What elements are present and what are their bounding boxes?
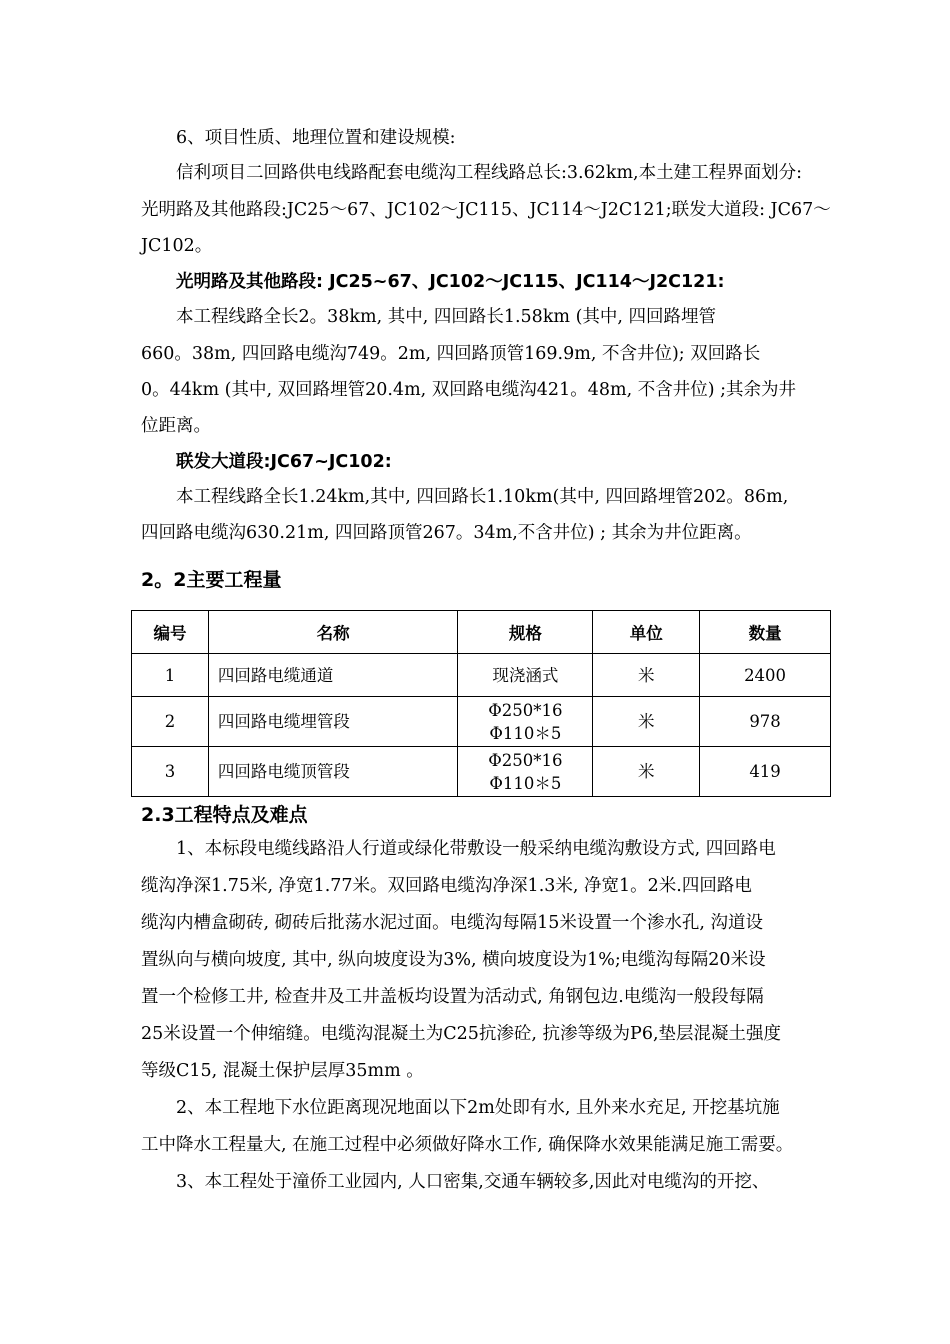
paragraph-line: 660。38m, 四回路电缆沟749。2m, 四回路顶管169.9m, 不含井位); 双回路长	[141, 344, 761, 364]
cell-no: 1	[132, 654, 209, 697]
item-heading: 6、项目性质、地理位置和建设规模:	[176, 128, 456, 148]
spec-line: Φ110＊5	[489, 723, 562, 743]
spec-line: 现浇涵式	[492, 665, 559, 685]
cell-unit: 米	[593, 654, 700, 697]
paragraph-line: 工中降水工程量大, 在施工过程中必须做好降水工作, 确保降水效果能满足施工需要。	[141, 1135, 794, 1155]
cell-unit: 米	[593, 697, 700, 747]
paragraph-line: 1、本标段电缆线路沿人行道或绿化带敷设一般采纳电缆沟敷设方式, 四回路电	[176, 839, 776, 859]
cell-qty: 978	[700, 697, 831, 747]
column-header: 名称	[208, 611, 458, 654]
paragraph-line: 信利项目二回路供电线路配套电缆沟工程线路总长:3.62km,本土建工程界面划分:	[176, 163, 803, 183]
cell-spec	[458, 747, 593, 797]
cell-qty: 2400	[700, 654, 831, 697]
subsection-title: 光明路及其他路段: JC25~67、JC102～JC115、JC114～J2C121:	[176, 272, 725, 292]
cell-name: 四回路电缆埋管段	[208, 697, 458, 747]
paragraph-line: JC102。	[141, 236, 213, 256]
table-header-row	[132, 611, 831, 654]
table-row	[132, 747, 831, 797]
column-header: 规格	[458, 611, 593, 654]
column-header: 编号	[132, 611, 209, 654]
quantities-table	[131, 610, 831, 797]
cell-qty: 419	[700, 747, 831, 797]
paragraph-line: 置纵向与横向坡度, 其中, 纵向坡度设为3%, 横向坡度设为1%;电缆沟每隔20米设	[141, 950, 766, 970]
paragraph-line: 缆沟内槽盒砌砖, 砌砖后批荡水泥过面。电缆沟每隔15米设置一个渗水孔, 沟道设	[141, 913, 764, 933]
paragraph-line: 等级C15, 混凝土保护层厚35mm 。	[141, 1061, 424, 1081]
subsection-title: 联发大道段:JC67~JC102:	[176, 452, 392, 472]
cell-spec	[458, 697, 593, 747]
paragraph-line: 3、本工程处于潼侨工业园内, 人口密集,交通车辆较多,因此对电缆沟的开挖、	[176, 1172, 770, 1192]
cell-name: 四回路电缆通道	[208, 654, 458, 697]
column-header: 单位	[593, 611, 700, 654]
paragraph-line: 25米设置一个伸缩缝。电缆沟混凝土为C25抗渗砼, 抗渗等级为P6,垫层混凝土强度	[141, 1024, 782, 1044]
paragraph-line: 位距离。	[141, 416, 211, 436]
paragraph-line: 2、本工程地下水位距离现况地面以下2m处即有水, 且外来水充足, 开挖基坑施	[176, 1098, 780, 1118]
cell-unit: 米	[593, 747, 700, 797]
section-title: 2。2主要工程量	[141, 569, 282, 591]
spec-line: Φ110＊5	[489, 773, 562, 793]
spec-line: Φ250*16	[488, 700, 563, 720]
cell-spec	[458, 654, 593, 697]
table-row	[132, 654, 831, 697]
paragraph-line: 本工程线路全长2。38km, 其中, 四回路长1.58km (其中, 四回路埋管	[176, 307, 717, 327]
spec-line: Φ250*16	[488, 750, 563, 770]
section-title: 2.3工程特点及难点	[141, 804, 308, 826]
paragraph-line: 0。44km (其中, 双回路埋管20.4m, 双回路电缆沟421。48m, 不含井位) ;其余为井	[141, 380, 796, 400]
cell-no: 3	[132, 747, 209, 797]
cell-name: 四回路电缆顶管段	[208, 747, 458, 797]
paragraph-line: 光明路及其他路段:JC25～67、JC102～JC115、JC114～J2C121;联发大道段: JC67～	[141, 200, 831, 220]
column-header: 数量	[700, 611, 831, 654]
table-row	[132, 697, 831, 747]
paragraph-line: 置一个检修工井, 检查井及工井盖板均设置为活动式, 角钢包边.电缆沟一般段每隔	[141, 987, 764, 1007]
paragraph-line: 四回路电缆沟630.21m, 四回路顶管267。34m,不含井位) ; 其余为井位距离。	[141, 523, 752, 543]
paragraph-line: 本工程线路全长1.24km,其中, 四回路长1.10km(其中, 四回路埋管202。86m,	[176, 487, 789, 507]
paragraph-line: 缆沟净深1.75米, 净宽1.77米。双回路电缆沟净深1.3米, 净宽1。2米.四回路电	[141, 876, 752, 896]
cell-no: 2	[132, 697, 209, 747]
